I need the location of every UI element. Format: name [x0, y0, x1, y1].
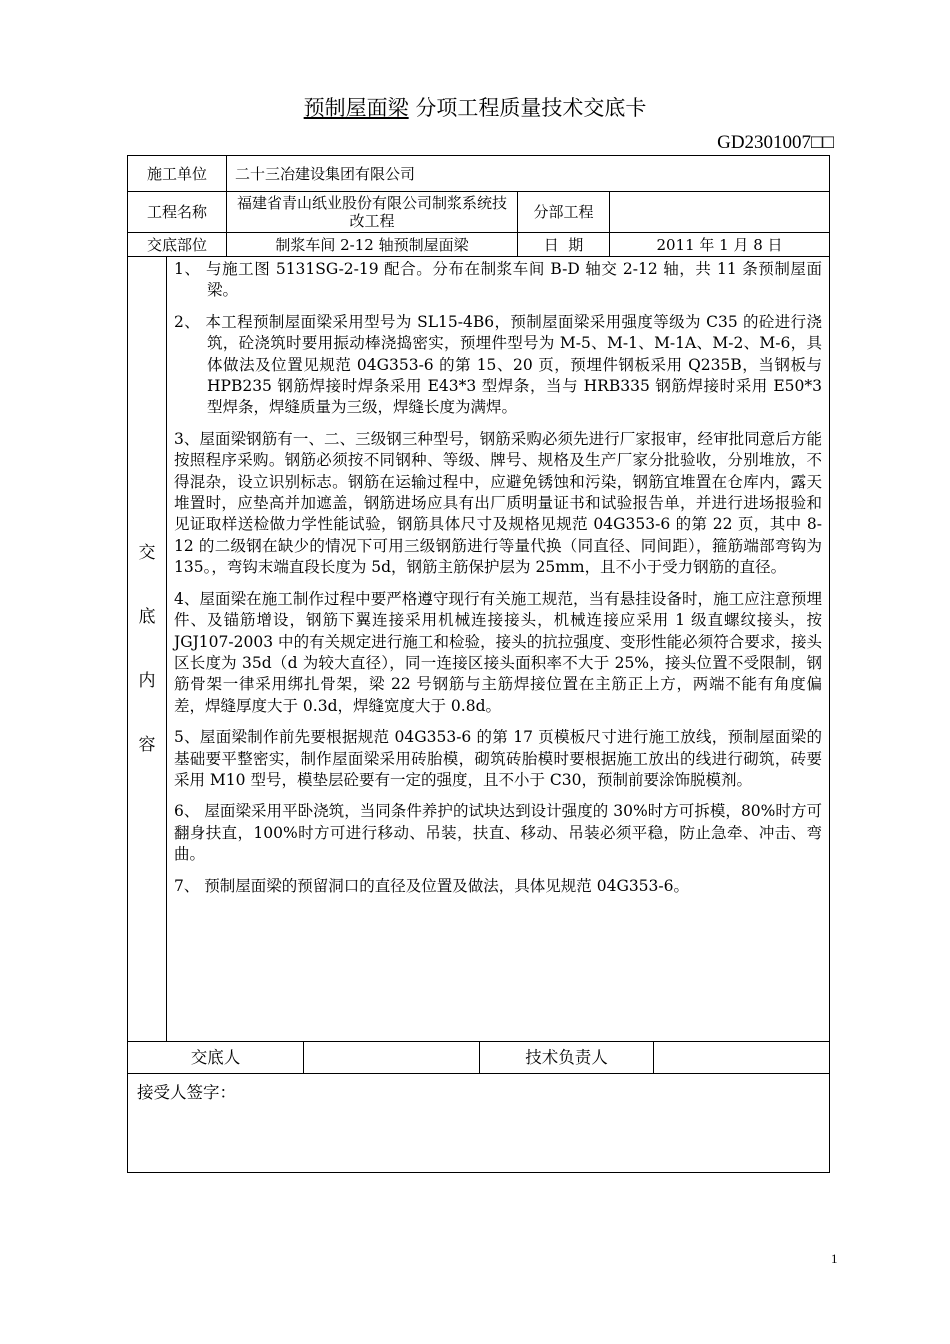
subproject-label: 分部工程 — [533, 203, 594, 221]
content-paragraph: 5、屋面梁制作前先要根据规范 04G353-6 的第 17 页模板尺寸进行施工放线，预制屋面梁的基础要平整密实，制作屋面梁采用砖胎模，砌筑砖胎模时要根据施工放出的线进行砌筑，砖要采用 M10 型号，模垫层砼要有一定的强度，且不小于 C30，预制前要涂饰脱模剂。 — [174, 728, 822, 789]
project-value: 福建省青山纸业股份有限公司制浆系统技改工程 — [236, 194, 507, 230]
content-paragraph: 6、 屋面梁采用平卧浇筑，当同条件养护的试块达到设计强度的 30%时方可拆模，80%时方可翻身扶直，100%时方可进行移动、吊装，扶直、移动、吊装必须平稳，防止急牵、冲击、弯曲。 — [174, 802, 822, 864]
disclosure-form-table — [127, 155, 830, 1173]
unit-label: 施工单位 — [146, 164, 207, 183]
location-label: 交底部位 — [146, 235, 207, 254]
page-title — [0, 94, 950, 122]
content-paragraph: 7、 预制屋面梁的预留洞口的直径及位置及做法，具体见规范 04G353-6。 — [174, 876, 690, 895]
date-value: 2011 年 1 月 8 日 — [656, 235, 783, 254]
tech-lead-label: 技术负责人 — [525, 1047, 608, 1067]
column-divider — [166, 256, 167, 1041]
tech-lead-value[interactable] — [654, 1042, 829, 1073]
content-paragraph: 1、 与施工图 5131SG-2-19 配合。分布在制浆车间 B-D 轴交 2-12 轴，共 11 条预制屋面梁。 — [174, 260, 822, 300]
location-value: 制浆车间 2-12 轴预制屋面梁 — [275, 235, 469, 254]
subproject-value — [610, 192, 829, 232]
side-char: 容 — [138, 734, 156, 755]
receiver-signature-label: 接受人签字： — [137, 1083, 236, 1102]
content-paragraph: 3、屋面梁钢筋有一、二、三级钢三种型号，钢筋采购必须先进行厂家报审，经审批同意后方能按照程序采购。钢筋必须按不同钢种、等级、牌号、规格及生产厂家分批验收，分别堆放，不得混杂，设立识别标志。钢筋在运输过程中，应避免锈蚀和污染，钢筋宜堆置在仓库内，露天堆置时，应垫高并加遮盖，钢筋进场应具有出厂质明量证书和试验报告单，并进行进场报验和见证取样送检做力学性能试验，钢筋具体尺寸及规格见规范 04G353-6 的第 22 页，其中 8-12 的二级钢在缺少的情况下可用三级钢筋进行等量代换（同直径、同间距），箍筋端部弯钩为 135。，弯钩末端直段长度为 5d，钢筋主筋保护层为 25mm，且不小于受力钢筋的直径。 — [174, 429, 822, 577]
row-divider — [128, 256, 829, 257]
content-paragraph: 2、 本工程预制屋面梁采用型号为 SL15-4B6，预制屋面梁采用强度等级为 C35 的砼进行浇筑，砼浇筑时要用振动棒浇捣密实，预埋件型号为 M-5、M-1、M-1A、M-2、M-6，具体做法及位置见规范 04G353-6 的第 15、20 页，预埋件钢板采用 Q235B，当钢板与 HPB235 钢筋焊接时焊条采用 E43*3 型焊条，当与 HRB335 钢筋焊接时采用 E50*3 型焊条，焊缝质量为三级，焊缝长度为满焊。 — [174, 312, 822, 417]
side-char: 内 — [138, 670, 156, 691]
title-subject: 预制屋面梁 — [303, 96, 409, 120]
document-number: GD2301007□□ — [717, 132, 834, 153]
title-rest: 分项工程质量技术交底卡 — [408, 96, 647, 120]
disclosure-content — [174, 259, 822, 907]
project-label: 工程名称 — [146, 203, 207, 221]
handover-value[interactable] — [304, 1042, 479, 1073]
date-label: 日 期 — [543, 235, 584, 254]
content-paragraph: 4、屋面梁在施工制作过程中要严格遵守现行有关施工规范，当有悬挂设备时，施工应注意预埋件、及锚筋增设，钢筋下翼连接采用机械连接接头，机械连接应采用 1 级直螺纹接头，按 JGJ107-2003 中的有关规定进行施工和检验，接头的抗拉强度、变形性能必须符合要求，接头区长度为 35d（d 为较大直径），同一连接区接头面积率不大于 25%，接头位置不受限制，钢筋骨架一律采用绑扎骨架，梁 22 号钢筋与主筋焊接位置在主筋正上方，两端不能有角度偏差，焊缝厚度大于 0.3d，焊缝宽度大于 0.8d。 — [174, 589, 822, 715]
row-divider — [128, 1073, 829, 1074]
side-char: 交 — [138, 542, 156, 563]
handover-label: 交底人 — [190, 1047, 241, 1067]
side-char: 底 — [138, 606, 156, 627]
unit-value: 二十三冶建设集团有限公司 — [235, 164, 416, 183]
content-side-label — [128, 257, 166, 1040]
page-number: 1 — [831, 1251, 838, 1266]
